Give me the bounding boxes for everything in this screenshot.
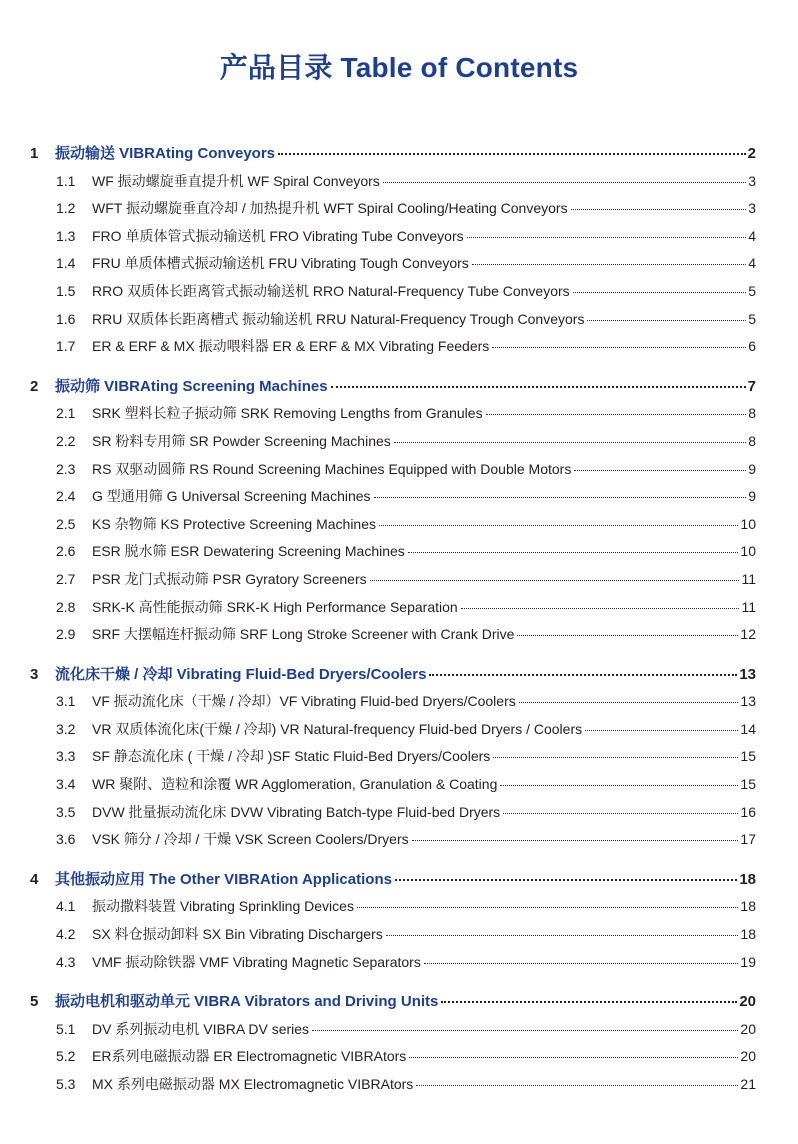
- toc-section: [30, 661, 756, 854]
- entry-title: VMF 振动除铁器 VMF Vibrating Magnetic Separators: [92, 953, 421, 970]
- entry-title: FRO 单质体管式振动输送机 FRO Vibrating Tube Conveyors: [92, 227, 464, 244]
- dot-leader: [585, 730, 738, 731]
- entry-title: 振动输送 VIBRAting Conveyors: [55, 145, 276, 162]
- entry-number: 2.4: [56, 488, 76, 505]
- toc-chapter-entry[interactable]: [30, 866, 756, 894]
- entry-page-number: 18: [740, 898, 756, 915]
- entry-page-number: 18: [740, 926, 756, 943]
- dot-leader: [587, 320, 746, 321]
- entry-number: 3.3: [56, 748, 76, 765]
- entry-page-number: 13: [739, 665, 756, 683]
- entry-page-number: 4: [748, 255, 756, 272]
- entry-page-number: 7: [747, 377, 756, 395]
- entry-page-number: 8: [748, 405, 756, 422]
- entry-number: 5.2: [56, 1048, 76, 1065]
- entry-number: 1.6: [56, 310, 76, 327]
- dot-leader: [370, 580, 740, 581]
- entry-title: KS 杂物筛 KS Protective Screening Machines: [92, 515, 377, 532]
- toc-sub-entry[interactable]: [30, 949, 756, 977]
- entry-number: 2.2: [56, 432, 76, 449]
- toc-chapter-entry[interactable]: [30, 988, 756, 1016]
- entry-number: 2.5: [56, 515, 76, 532]
- entry-title: FRU 单质体槽式振动输送机 FRU Vibrating Tough Conveyors: [92, 255, 469, 272]
- dot-leader: [574, 470, 746, 471]
- entry-title: 振动筛 VIBRAting Screening Machines: [55, 377, 328, 395]
- dot-leader: [492, 347, 746, 348]
- dot-leader: [503, 813, 738, 814]
- entry-title: WR 聚附、造粒和涂覆 WR Agglomeration, Granulation & Coating: [92, 776, 498, 793]
- toc-sub-entry[interactable]: [30, 333, 756, 361]
- entry-title: RS 双驱动圆筛 RS Round Screening Machines Equipped with Double Motors: [92, 460, 572, 477]
- dot-leader: [519, 702, 739, 703]
- dot-leader: [441, 1001, 737, 1003]
- entry-number: 4.1: [56, 898, 76, 915]
- entry-title: 其他振动应用 The Other VIBRAtion Applications: [55, 870, 392, 888]
- entry-page-number: 11: [741, 598, 756, 615]
- dot-leader: [571, 209, 747, 210]
- entry-page-number: 16: [740, 803, 756, 820]
- entry-title: RRO 双质体长距离管式振动输送机 RRO Natural-Frequency Tube Conveyors: [92, 282, 570, 299]
- entry-title: VF 振动流化床（干燥 / 冷却）VF Vibrating Fluid-bed Dryers/Coolers: [92, 693, 516, 710]
- entry-number: 4.2: [56, 926, 76, 943]
- dot-leader: [412, 840, 739, 841]
- entry-page-number: 12: [740, 626, 756, 643]
- entry-page-number: 5: [748, 310, 756, 327]
- dot-leader: [379, 525, 738, 526]
- entry-title: PSR 龙门式振动筛 PSR Gyratory Screeners: [92, 570, 367, 587]
- entry-number: 1.2: [56, 200, 76, 217]
- entry-page-number: 6: [748, 338, 756, 355]
- toc-sub-entry[interactable]: [30, 306, 756, 334]
- entry-number: 2.9: [56, 626, 76, 643]
- entry-title: RRU 双质体长距离槽式 振动输送机 RRU Natural-Frequency Trough Conveyors: [92, 310, 585, 327]
- entry-page-number: 20: [740, 1048, 756, 1065]
- toc-section: [30, 373, 756, 649]
- toc-sub-entry[interactable]: [30, 594, 756, 622]
- entry-title: SX 料仓振动卸料 SX Bin Vibrating Dischargers: [92, 926, 383, 943]
- entry-number: 3.2: [56, 720, 76, 737]
- dot-leader: [331, 386, 746, 388]
- toc-sub-entry[interactable]: [30, 688, 756, 716]
- entry-number: 2.7: [56, 570, 76, 587]
- entry-page-number: 20: [740, 1020, 756, 1037]
- entry-title: VSK 筛分 / 冷却 / 干燥 VSK Screen Coolers/Dryers: [92, 831, 409, 848]
- entry-page-number: 15: [740, 776, 756, 793]
- entry-number: 4.3: [56, 953, 76, 970]
- entry-title: SRK-K 高性能振动筛 SRK-K High Performance Separation: [92, 598, 458, 615]
- dot-leader: [278, 153, 746, 155]
- toc-sub-entry[interactable]: [30, 799, 756, 827]
- entry-page-number: 10: [740, 515, 756, 532]
- table-of-contents: [30, 140, 756, 1111]
- entry-title: ESR 脱水筛 ESR Dewatering Screening Machines: [92, 543, 405, 560]
- dot-leader: [374, 497, 747, 498]
- entry-page-number: 14: [740, 720, 756, 737]
- toc-sub-entry[interactable]: [30, 400, 756, 428]
- toc-sub-entry[interactable]: [30, 566, 756, 594]
- entry-number: 2.8: [56, 598, 76, 615]
- dot-leader: [386, 935, 739, 936]
- entry-page-number: 9: [748, 460, 756, 477]
- toc-sub-entry[interactable]: [30, 278, 756, 306]
- entry-number: 5: [30, 993, 39, 1011]
- toc-section: [30, 988, 756, 1098]
- dot-leader: [461, 608, 740, 609]
- entry-title: ER系列电磁振动器 ER Electromagnetic VIBRAtors: [92, 1048, 407, 1065]
- toc-sub-entry[interactable]: [30, 1016, 756, 1044]
- toc-chapter-entry[interactable]: [30, 373, 756, 401]
- entry-number: 2: [30, 377, 39, 395]
- toc-sub-entry[interactable]: [30, 511, 756, 539]
- entry-title: WF 振动螺旋垂直提升机 WF Spiral Conveyors: [92, 172, 380, 189]
- entry-number: 1.1: [56, 172, 76, 189]
- toc-sub-entry[interactable]: [30, 428, 756, 456]
- dot-leader: [312, 1030, 738, 1031]
- entry-title: ER & ERF & MX 振动喂料器 ER & ERF & MX Vibrating Feeders: [92, 338, 490, 355]
- toc-sub-entry[interactable]: [30, 223, 756, 251]
- entry-title: DVW 批量振动流化床 DVW Vibrating Batch-type Fluid-bed Dryers: [92, 803, 501, 820]
- dot-leader: [408, 552, 739, 553]
- dot-leader: [395, 879, 737, 881]
- entry-page-number: 5: [748, 282, 756, 299]
- toc-sub-entry[interactable]: [30, 826, 756, 854]
- entry-title: DV 系列振动电机 VIBRA DV series: [92, 1020, 310, 1037]
- toc-sub-entry[interactable]: [30, 538, 756, 566]
- entry-title: WFT 振动螺旋垂直冷却 / 加热提升机 WFT Spiral Cooling/Heating Conveyors: [92, 200, 568, 217]
- toc-section: [30, 866, 756, 976]
- page-title: 产品目录 Table of Contents: [219, 52, 579, 83]
- entry-number: 1.5: [56, 282, 76, 299]
- dot-leader: [472, 264, 746, 265]
- toc-sub-entry[interactable]: [30, 743, 756, 771]
- entry-page-number: 3: [748, 200, 756, 217]
- entry-number: 5.3: [56, 1076, 76, 1092]
- dot-leader: [416, 1085, 738, 1086]
- toc-section: [30, 140, 756, 361]
- toc-sub-entry[interactable]: [30, 893, 756, 921]
- entry-number: 1.4: [56, 255, 76, 272]
- entry-page-number: 20: [739, 993, 756, 1011]
- dot-leader: [429, 674, 737, 676]
- entry-number: 4: [30, 870, 39, 888]
- entry-title: MX 系列电磁振动器 MX Electromagnetic VIBRAtors: [92, 1076, 414, 1092]
- entry-page-number: 17: [740, 831, 756, 848]
- entry-title: SR 粉料专用筛 SR Powder Screening Machines: [92, 432, 391, 449]
- toc-sub-entry[interactable]: [30, 621, 756, 649]
- entry-title: G 型通用筛 G Universal Screening Machines: [92, 488, 371, 505]
- entry-number: 1.7: [56, 338, 76, 355]
- entry-number: 3: [30, 665, 39, 683]
- entry-page-number: 21: [740, 1076, 756, 1092]
- entry-number: 1.3: [56, 227, 76, 244]
- entry-title: VR 双质体流化床(干燥 / 冷却) VR Natural-frequency Fluid-bed Dryers / Coolers: [92, 720, 583, 737]
- dot-leader: [573, 292, 747, 293]
- entry-page-number: 8: [748, 432, 756, 449]
- dot-leader: [517, 635, 738, 636]
- entry-page-number: 3: [748, 172, 756, 189]
- toc-sub-entry[interactable]: [30, 1071, 756, 1099]
- entry-page-number: 18: [739, 870, 756, 888]
- dot-leader: [424, 963, 739, 964]
- dot-leader: [383, 182, 746, 183]
- dot-leader: [394, 442, 746, 443]
- entry-page-number: 2: [747, 145, 756, 162]
- entry-page-number: 13: [740, 693, 756, 710]
- toc-sub-entry[interactable]: [30, 250, 756, 278]
- entry-title: 振动撒料装置 Vibrating Sprinkling Devices: [92, 898, 354, 915]
- entry-number: 5.1: [56, 1020, 76, 1037]
- toc-sub-entry[interactable]: [30, 168, 756, 196]
- toc-chapter-entry[interactable]: [30, 661, 756, 689]
- entry-page-number: 9: [748, 488, 756, 505]
- toc-sub-entry[interactable]: [30, 483, 756, 511]
- entry-number: 3.6: [56, 831, 76, 848]
- entry-number: 1: [30, 145, 39, 162]
- entry-title: 振动电机和驱动单元 VIBRA Vibrators and Driving Units: [55, 993, 439, 1011]
- toc-sub-entry[interactable]: [30, 456, 756, 484]
- entry-title: SRK 塑料长粒子振动筛 SRK Removing Lengths from Granules: [92, 405, 483, 422]
- entry-page-number: 10: [740, 543, 756, 560]
- entry-number: 2.6: [56, 543, 76, 560]
- entry-number: 2.1: [56, 405, 76, 422]
- entry-page-number: 11: [741, 570, 756, 587]
- dot-leader: [409, 1057, 738, 1058]
- dot-leader: [500, 785, 738, 786]
- entry-number: 3.4: [56, 776, 76, 793]
- entry-title: 流化床干燥 / 冷却 Vibrating Fluid-Bed Dryers/Coolers: [55, 665, 427, 683]
- toc-sub-entry[interactable]: [30, 195, 756, 223]
- toc-sub-entry[interactable]: [30, 716, 756, 744]
- entry-number: 2.3: [56, 460, 76, 477]
- dot-leader: [486, 414, 747, 415]
- toc-chapter-entry[interactable]: [30, 140, 756, 168]
- entry-title: SF 静态流化床 ( 干燥 / 冷却 )SF Static Fluid-Bed Dryers/Coolers: [92, 748, 491, 765]
- entry-page-number: 15: [740, 748, 756, 765]
- entry-title: SRF 大摆幅连杆振动筛 SRF Long Stroke Screener with Crank Drive: [92, 626, 515, 643]
- entry-number: 3.5: [56, 803, 76, 820]
- entry-page-number: 19: [740, 953, 756, 970]
- dot-leader: [493, 757, 738, 758]
- toc-sub-entry[interactable]: [30, 921, 756, 949]
- dot-leader: [467, 237, 747, 238]
- entry-number: 3.1: [56, 693, 76, 710]
- entry-page-number: 4: [748, 227, 756, 244]
- toc-sub-entry[interactable]: [30, 771, 756, 799]
- toc-sub-entry[interactable]: [30, 1043, 756, 1071]
- dot-leader: [357, 907, 738, 908]
